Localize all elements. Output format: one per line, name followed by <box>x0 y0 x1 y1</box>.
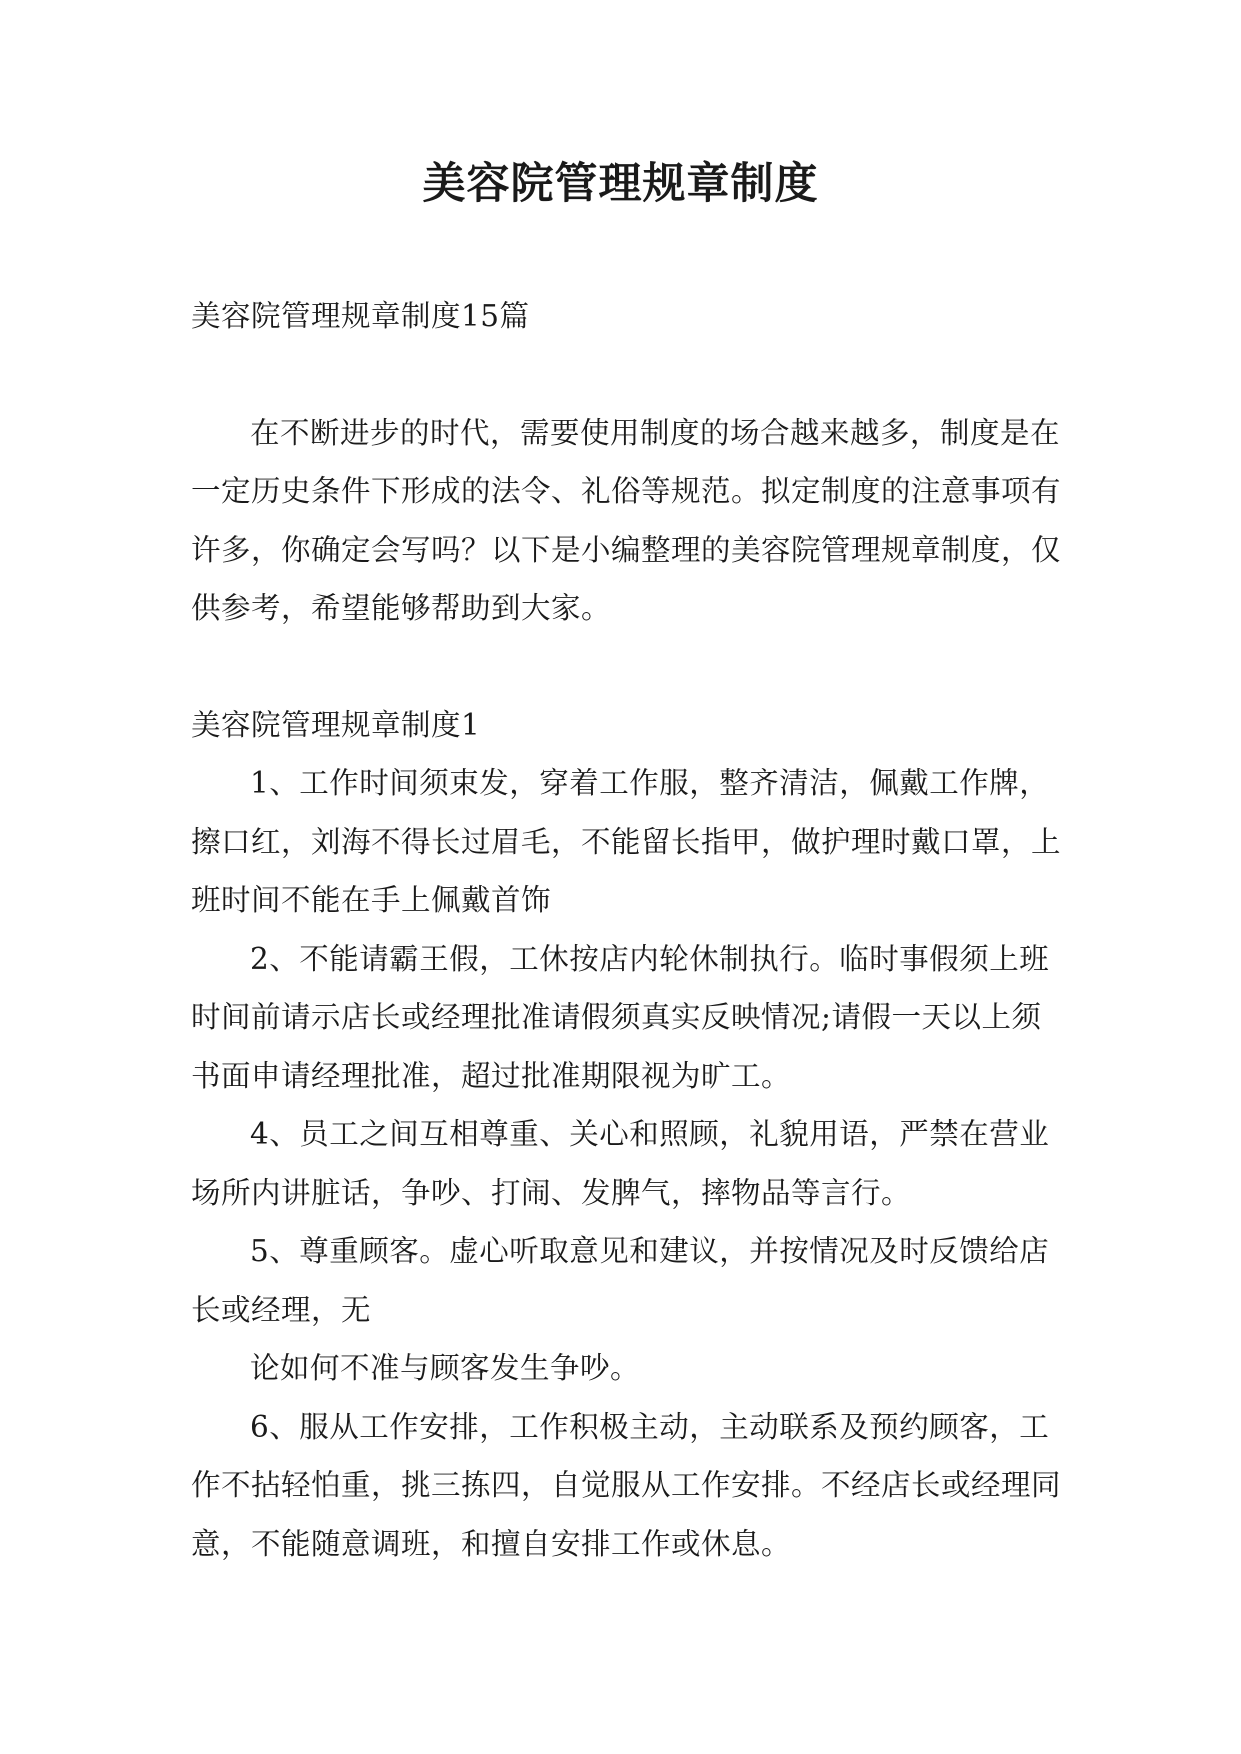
rule-item-4: 4、员工之间互相尊重、关心和照顾，礼貌用语，严禁在营业场所内讲脏话，争吵、打闹、发脾气，摔物品等言行。 <box>191 1117 1050 1210</box>
rule-item-1: 1、工作时间须束发，穿着工作服，整齐清洁，佩戴工作牌，擦口红，刘海不得长过眉毛，不能留长指甲，做护理时戴口罩，上班时间不能在手上佩戴首饰 <box>191 766 1062 917</box>
document-body <box>191 287 1071 1573</box>
rule-item-6: 6、服从工作安排，工作积极主动，主动联系及预约顾客，工作不拈轻怕重，挑三拣四，自觉服从工作安排。不经店长或经理同意，不能随意调班，和擅自安排工作或休息。 <box>191 1409 1062 1561</box>
section-heading: 美容院管理规章制度1 <box>191 707 481 742</box>
document-subtitle: 美容院管理规章制度15篇 <box>191 299 530 333</box>
intro-paragraph: 在不断进步的时代，需要使用制度的场合越来越多，制度是在一定历史条件下形成的法令、礼俗等规范。拟定制度的注意事项有许多，你确定会写吗？以下是小编整理的美容院管理规章制度，仅供参考，希望能够帮助到大家。 <box>191 415 1062 625</box>
rule-continuation: 论如何不准与顾客发生争吵。 <box>250 1351 641 1385</box>
rule-item-5: 5、尊重顾客。虚心听取意见和建议，并按情况及时反馈给店长或经理，无 <box>191 1234 1050 1327</box>
rule-item-2: 2、不能请霸王假，工休按店内轮休制执行。临时事假须上班时间前请示店长或经理批准请假须真实反映情况;请假一天以上须书面申请经理批准，超过批准期限视为旷工。 <box>191 941 1050 1093</box>
document-title: 美容院管理规章制度 <box>422 159 819 209</box>
